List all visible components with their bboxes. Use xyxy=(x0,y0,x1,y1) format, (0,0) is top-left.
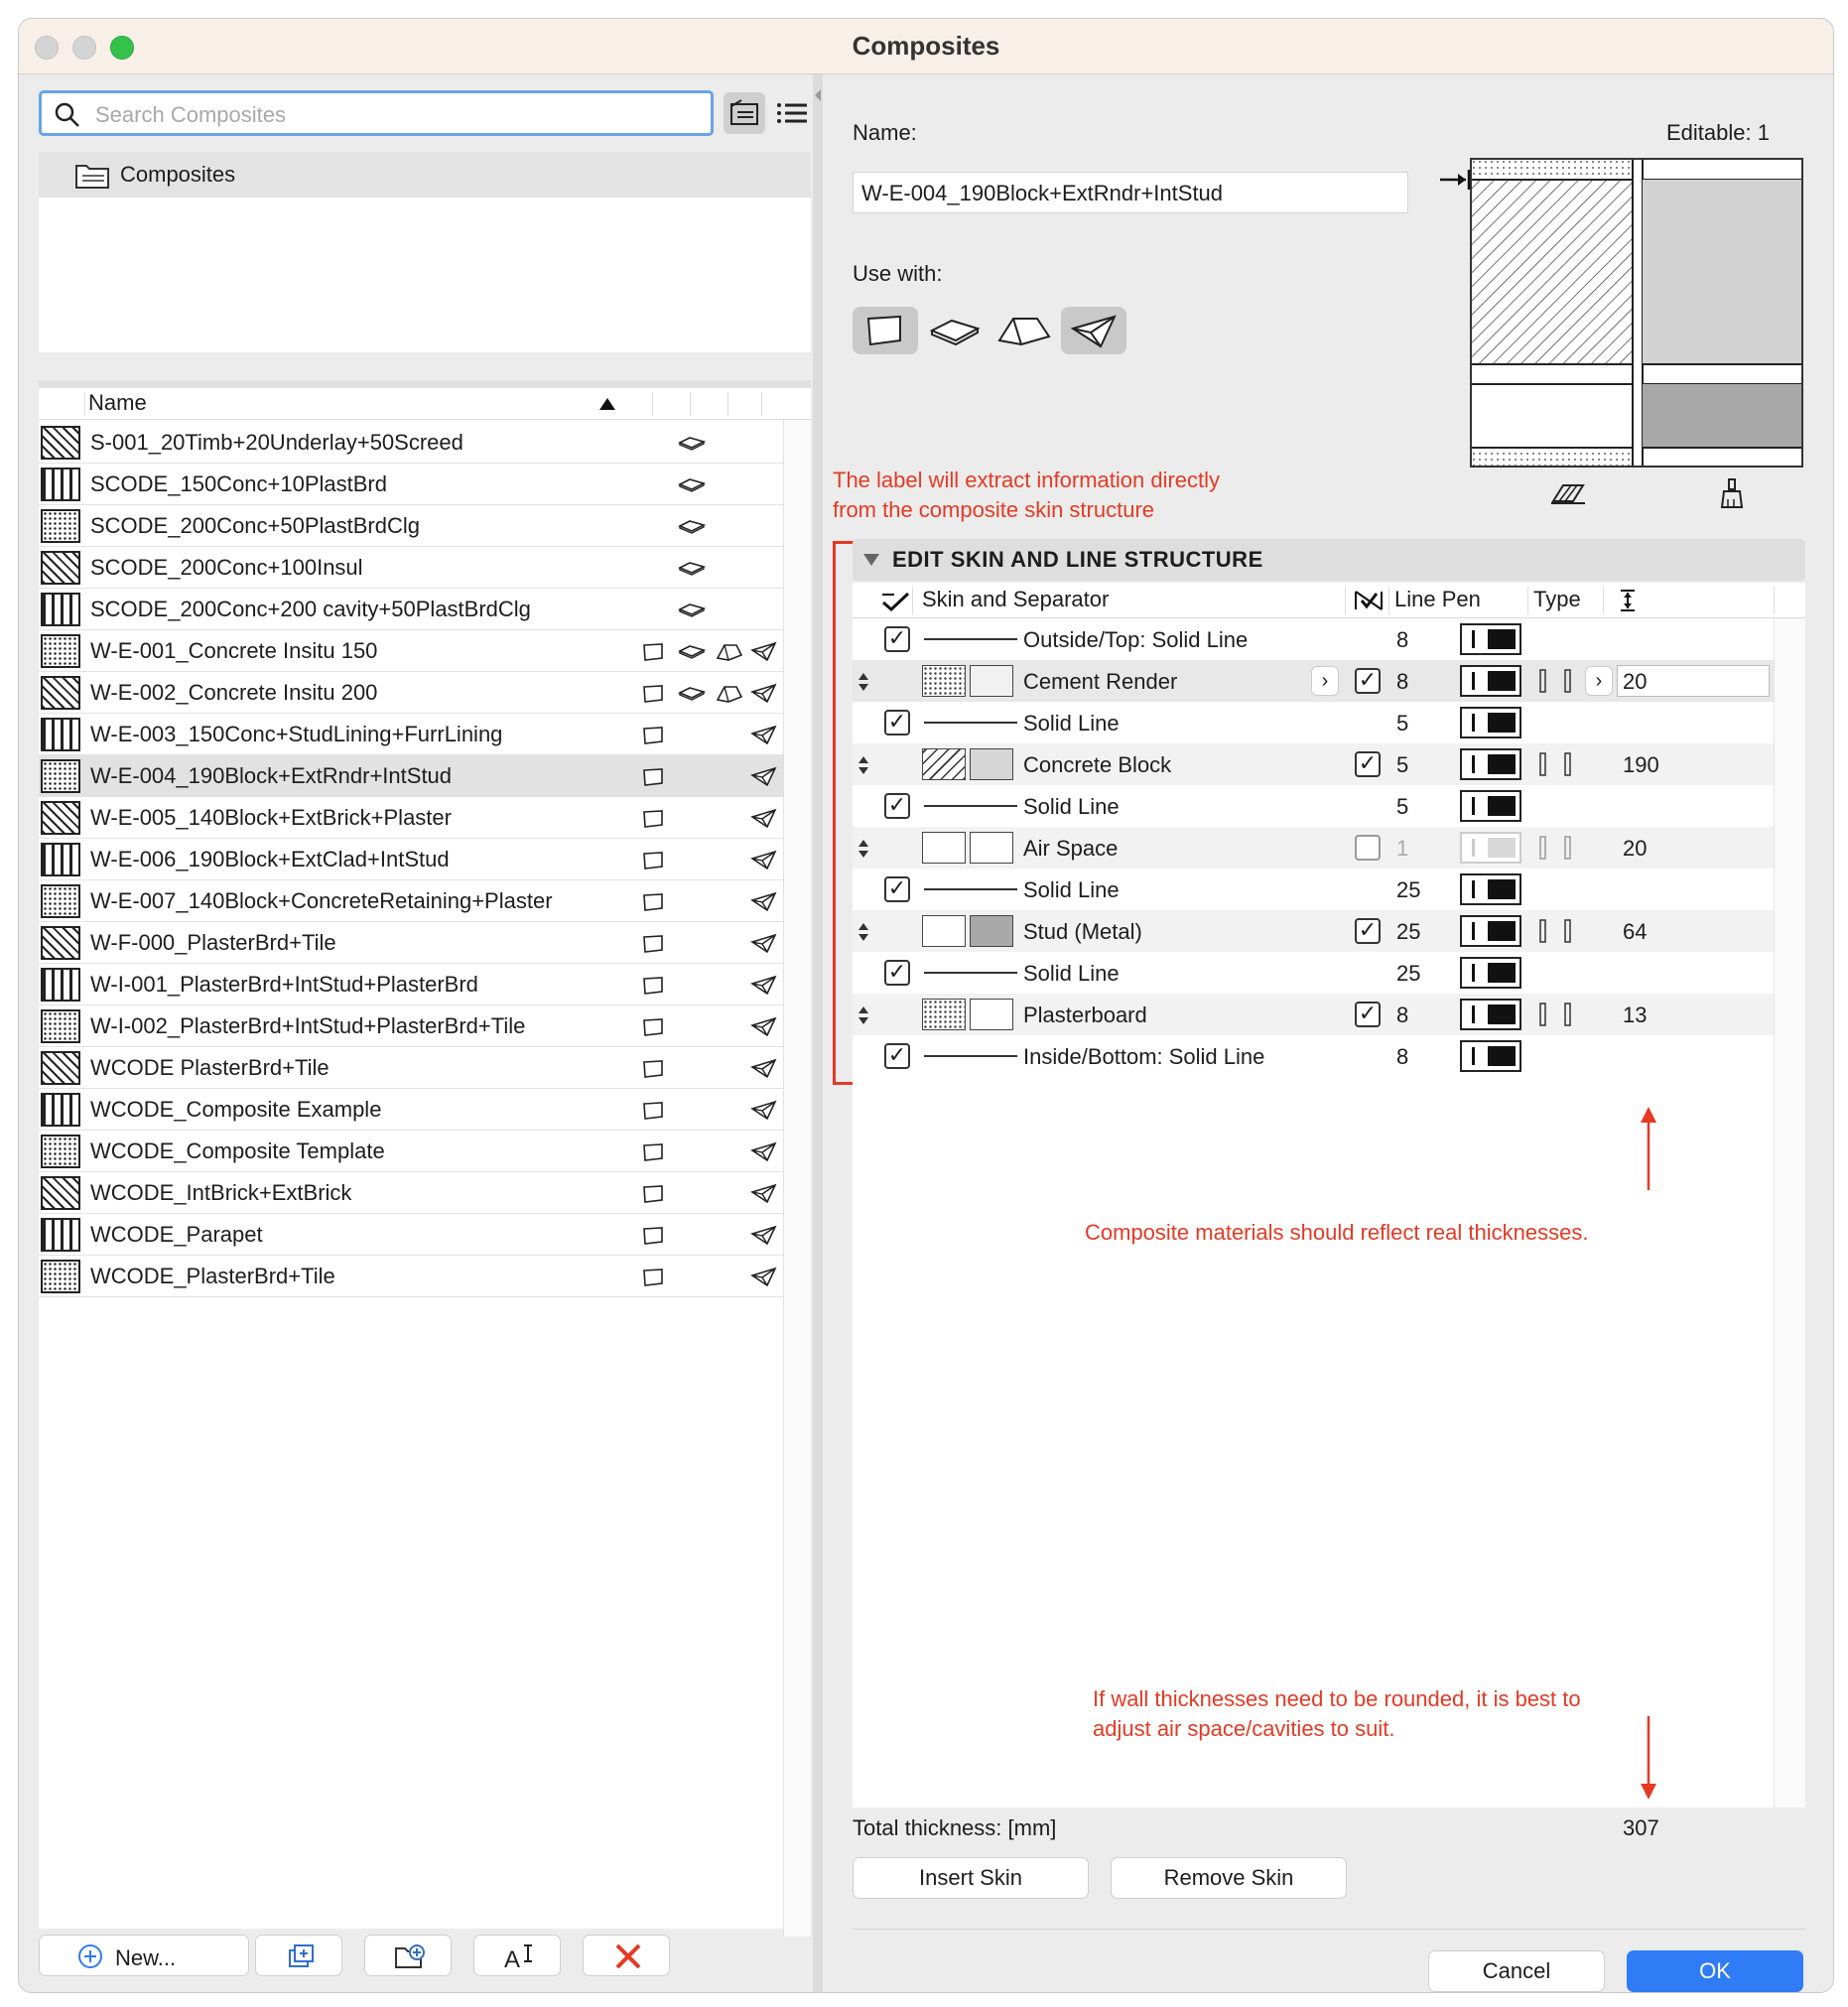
separator-row[interactable] xyxy=(853,618,1774,660)
line-pen-swatch[interactable] xyxy=(1460,1040,1521,1072)
fill-color-swatch[interactable] xyxy=(970,832,1013,864)
line-pen-swatch[interactable] xyxy=(1460,623,1521,655)
list-scrollbar[interactable] xyxy=(783,420,811,1937)
composite-row[interactable] xyxy=(39,547,783,589)
fill-pattern-swatch[interactable] xyxy=(922,748,966,780)
line-pen-header: Line Pen xyxy=(1394,587,1481,611)
new-composite-button[interactable] xyxy=(39,1935,249,1976)
use-with-label: Use with: xyxy=(853,261,943,286)
composite-thumbnail xyxy=(41,884,80,918)
shell-icon xyxy=(749,724,777,745)
line-visible-checkbox[interactable]: ✓ xyxy=(884,626,910,652)
composite-name: SCODE_200Conc+50PlastBrdClg xyxy=(90,513,421,538)
cancel-button[interactable]: Cancel xyxy=(1428,1950,1605,1992)
section-title: EDIT SKIN AND LINE STRUCTURE xyxy=(892,547,1263,572)
name-field-value: W-E-004_190Block+ExtRndr+IntStud xyxy=(861,181,1224,205)
wall-icon xyxy=(853,307,918,354)
composite-name: WCODE_IntBrick+ExtBrick xyxy=(90,1180,352,1205)
line-visible-checkbox[interactable]: ✓ xyxy=(884,710,910,736)
wall-icon xyxy=(640,974,668,996)
search-icon xyxy=(54,101,81,129)
wall-icon xyxy=(640,1099,668,1121)
slab-icon xyxy=(678,557,706,579)
composite-settings xyxy=(833,74,1825,1993)
shell-icon xyxy=(749,890,777,912)
skin-thickness[interactable]: 13 xyxy=(1623,1003,1648,1027)
skin-visible-checkbox[interactable]: ✓ xyxy=(1355,918,1381,944)
wall-icon xyxy=(640,807,668,829)
skin-visible-checkbox[interactable]: ✓ xyxy=(1355,751,1381,777)
separator-label: Solid Line xyxy=(1023,961,1120,986)
composite-name: W-E-006_190Block+ExtClad+IntStud xyxy=(90,847,450,871)
skin-thickness[interactable]: 20 xyxy=(1623,836,1648,861)
composite-name: WCODE_Parapet xyxy=(90,1222,263,1247)
composite-thumbnail xyxy=(41,551,80,585)
separator-row[interactable] xyxy=(853,1035,1774,1077)
ok-button[interactable]: OK xyxy=(1627,1950,1803,1992)
title-bar xyxy=(19,19,1833,74)
drag-handle-icon[interactable] xyxy=(857,922,870,942)
wall-icon xyxy=(640,1140,668,1162)
folder-tree xyxy=(39,152,811,352)
line-pen-value[interactable]: 5 xyxy=(1396,711,1409,736)
fill-pattern-swatch[interactable] xyxy=(922,915,966,947)
skin-type-icon[interactable] xyxy=(1537,835,1577,861)
composite-name: W-E-002_Concrete Insitu 200 xyxy=(90,680,378,705)
composite-row[interactable] xyxy=(39,505,783,547)
skin-structure-table xyxy=(853,583,1805,1807)
panel-splitter[interactable] xyxy=(813,74,823,1993)
annotation-mid: Composite materials should reflect real thicknesses. xyxy=(1085,1220,1589,1245)
shell-icon xyxy=(749,849,777,870)
paint-brush-icon[interactable] xyxy=(1720,477,1746,509)
annotation-bottom-line2: adjust air space/cavities to suit. xyxy=(1093,1716,1395,1741)
window-title: Composites xyxy=(852,31,1000,61)
composites-list xyxy=(39,380,811,1929)
composite-row[interactable] xyxy=(39,964,783,1005)
column-divider xyxy=(652,392,653,416)
composite-thumbnail xyxy=(41,1135,80,1168)
roof-icon xyxy=(716,682,743,704)
column-divider xyxy=(1774,587,1775,614)
line-pen-value[interactable]: 8 xyxy=(1396,669,1409,694)
slab-icon xyxy=(678,515,706,537)
skin-row[interactable] xyxy=(853,827,1774,869)
composite-name: W-E-005_140Block+ExtBrick+Plaster xyxy=(90,805,452,830)
skin-label: Air Space xyxy=(1023,836,1119,861)
skin-label: Stud (Metal) xyxy=(1023,919,1142,944)
separator-line-preview xyxy=(924,805,1017,807)
line-pen-swatch[interactable] xyxy=(1460,957,1521,989)
composite-name: S-001_20Timb+20Underlay+50Screed xyxy=(90,430,463,455)
shell-icon xyxy=(749,765,777,787)
line-pen-swatch[interactable] xyxy=(1460,790,1521,822)
skin-label: Concrete Block xyxy=(1023,752,1172,777)
shell-icon xyxy=(1061,307,1126,354)
separator-row[interactable] xyxy=(853,702,1774,743)
line-pen-value[interactable]: 8 xyxy=(1396,627,1409,652)
shell-icon xyxy=(749,932,777,954)
separator-row[interactable] xyxy=(853,952,1774,994)
fill-color-swatch[interactable] xyxy=(970,665,1013,697)
skin-type-icon[interactable] xyxy=(1537,1002,1577,1027)
skin-row[interactable] xyxy=(853,743,1774,785)
wall-icon xyxy=(640,640,668,662)
column-divider xyxy=(84,392,85,416)
composite-thumbnail xyxy=(41,593,80,626)
composite-row[interactable] xyxy=(39,1047,783,1089)
composite-row[interactable] xyxy=(39,672,783,714)
separator-row[interactable] xyxy=(853,785,1774,827)
composite-row[interactable] xyxy=(39,1256,783,1297)
footer-divider xyxy=(853,1929,1805,1930)
composite-thumbnail xyxy=(41,1093,80,1127)
shell-icon xyxy=(749,807,777,829)
type-header: Type xyxy=(1533,587,1581,611)
shell-icon xyxy=(749,1015,777,1037)
line-visible-checkbox[interactable]: ✓ xyxy=(884,960,910,986)
wall-icon xyxy=(640,724,668,745)
column-divider xyxy=(1603,587,1604,614)
line-pen-swatch[interactable] xyxy=(1460,832,1521,864)
wall-icon xyxy=(640,932,668,954)
annotation-top-line1: The label will extract information directly xyxy=(833,468,1221,492)
duplicate-icon xyxy=(286,1942,316,1970)
composite-name: WCODE_Composite Template xyxy=(90,1138,385,1163)
use-with-roof-toggle[interactable] xyxy=(991,307,1057,354)
line-pen-swatch[interactable] xyxy=(1460,748,1521,780)
slab-icon xyxy=(678,473,706,495)
folder-view-button[interactable] xyxy=(724,92,765,134)
skin-thickness[interactable]: 64 xyxy=(1623,919,1648,944)
composite-section-preview xyxy=(1472,160,1801,466)
line-pen-value[interactable]: 5 xyxy=(1396,794,1409,819)
drag-handle-icon[interactable] xyxy=(857,1005,870,1025)
composite-name: W-F-000_PlasterBrd+Tile xyxy=(90,930,336,955)
use-with-wall-toggle[interactable] xyxy=(853,307,918,354)
line-pen-value[interactable]: 8 xyxy=(1396,1044,1409,1069)
composite-name: SCODE_200Conc+200 cavity+50PlastBrdClg xyxy=(90,597,531,621)
composite-row[interactable] xyxy=(39,839,783,880)
composite-row[interactable] xyxy=(39,1089,783,1131)
column-divider xyxy=(761,392,762,416)
new-button-label: New... xyxy=(115,1945,177,1970)
skin-row[interactable] xyxy=(853,994,1774,1035)
down-arrow-annotation-icon xyxy=(1637,1716,1660,1800)
composite-row[interactable] xyxy=(39,880,783,922)
wall-icon xyxy=(640,1057,668,1079)
column-divider xyxy=(727,392,728,416)
visibility-header-icon xyxy=(1353,589,1385,612)
new-folder-button[interactable] xyxy=(364,1935,452,1976)
skin-visible-checkbox[interactable] xyxy=(1355,835,1381,861)
skin-type-icon[interactable] xyxy=(1537,751,1577,777)
wall-icon xyxy=(640,765,668,787)
line-pen-value[interactable]: 25 xyxy=(1396,919,1421,944)
composite-thumbnail xyxy=(41,426,80,460)
wall-icon xyxy=(640,1182,668,1204)
composite-row[interactable] xyxy=(39,797,783,839)
line-pen-value[interactable]: 5 xyxy=(1396,752,1409,777)
drag-handle-icon[interactable] xyxy=(857,755,870,775)
fill-pattern-swatch[interactable] xyxy=(922,999,966,1030)
search-placeholder: Search Composites xyxy=(95,102,286,127)
shell-icon xyxy=(749,1057,777,1079)
drag-handle-icon[interactable] xyxy=(857,672,870,692)
composite-thumbnail xyxy=(41,1176,80,1210)
roof-icon xyxy=(716,640,743,662)
composite-name: W-E-003_150Conc+StudLining+FurrLining xyxy=(90,722,503,746)
cut-fill-icon[interactable] xyxy=(1549,481,1587,507)
skin-thickness[interactable]: 20 xyxy=(1623,669,1648,694)
column-name-header[interactable]: Name xyxy=(88,390,147,415)
separator-line-preview xyxy=(924,888,1017,890)
composite-row[interactable] xyxy=(39,714,783,755)
fill-color-swatch[interactable] xyxy=(970,748,1013,780)
composite-row[interactable] xyxy=(39,1005,783,1047)
composite-thumbnail xyxy=(41,1051,80,1085)
composite-thumbnail xyxy=(41,1218,80,1252)
composite-name: W-E-001_Concrete Insitu 150 xyxy=(90,638,378,663)
delete-button[interactable] xyxy=(583,1935,670,1976)
checkmark-header-icon xyxy=(880,591,912,612)
edit-skin-section-header[interactable] xyxy=(853,539,1805,581)
shell-icon xyxy=(749,1140,777,1162)
table-scrollbar[interactable] xyxy=(1774,618,1805,1807)
skin-header: Skin and Separator xyxy=(922,587,1110,611)
tree-item-label: Composites xyxy=(120,162,236,187)
separator-line-preview xyxy=(924,972,1017,974)
separator-line-preview xyxy=(924,1055,1017,1057)
composite-thumbnail xyxy=(41,968,80,1002)
composite-row[interactable] xyxy=(39,464,783,505)
shell-icon xyxy=(749,1182,777,1204)
shell-icon xyxy=(749,1224,777,1246)
composite-name: W-I-001_PlasterBrd+IntStud+PlasterBrd xyxy=(90,972,478,997)
composite-name: SCODE_200Conc+100Insul xyxy=(90,555,363,580)
column-divider xyxy=(690,392,691,416)
composite-row[interactable] xyxy=(39,1214,783,1256)
separator-label: Solid Line xyxy=(1023,794,1120,819)
wall-icon xyxy=(640,682,668,704)
up-arrow-annotation-icon xyxy=(1637,1107,1660,1190)
shell-icon xyxy=(749,682,777,704)
collapse-arrow-icon xyxy=(813,88,823,102)
composite-row[interactable] xyxy=(39,1131,783,1172)
type-detail-button[interactable]: › xyxy=(1585,666,1613,696)
line-pen-swatch[interactable] xyxy=(1460,873,1521,905)
separator-label: Inside/Bottom: Solid Line xyxy=(1023,1044,1265,1069)
thickness-header-icon xyxy=(1619,589,1637,612)
svg-text:A: A xyxy=(504,1946,521,1971)
line-pen-swatch[interactable] xyxy=(1460,707,1521,738)
list-view-button[interactable] xyxy=(773,94,811,132)
total-thickness-label: Total thickness: [mm] xyxy=(853,1815,1057,1840)
line-pen-value[interactable]: 25 xyxy=(1396,961,1421,986)
slab-icon xyxy=(922,307,988,354)
list-header xyxy=(39,388,811,420)
fill-pattern-swatch[interactable] xyxy=(922,832,966,864)
composite-row[interactable] xyxy=(39,922,783,964)
composite-row[interactable] xyxy=(39,755,783,797)
folder-list-icon xyxy=(724,92,765,134)
line-visible-checkbox[interactable]: ✓ xyxy=(884,876,910,902)
skin-visible-checkbox[interactable]: ✓ xyxy=(1355,1002,1381,1027)
composite-thumbnail xyxy=(41,468,80,501)
skin-label: Plasterboard xyxy=(1023,1003,1147,1027)
annotation-bottom xyxy=(1093,1684,1581,1744)
use-with-slab-toggle[interactable] xyxy=(922,307,988,354)
slab-icon xyxy=(678,432,706,454)
shell-icon xyxy=(749,640,777,662)
slab-icon xyxy=(678,640,706,662)
fill-color-swatch[interactable] xyxy=(970,915,1013,947)
annotation-top xyxy=(833,466,1220,525)
composite-thumbnail xyxy=(41,926,80,960)
separator-label: Outside/Top: Solid Line xyxy=(1023,627,1249,652)
fill-color-swatch[interactable] xyxy=(970,999,1013,1030)
composites-browser xyxy=(39,90,811,1971)
duplicate-button[interactable] xyxy=(255,1935,342,1976)
skin-type-icon[interactable] xyxy=(1537,918,1577,944)
column-divider xyxy=(1345,587,1346,614)
line-pen-swatch[interactable] xyxy=(1460,665,1521,697)
line-visible-checkbox[interactable]: ✓ xyxy=(884,1043,910,1069)
list-icon xyxy=(773,94,811,132)
separator-line-preview xyxy=(924,638,1017,640)
shell-icon xyxy=(749,974,777,996)
composite-name: WCODE_Composite Example xyxy=(90,1097,382,1122)
composite-row[interactable] xyxy=(39,422,783,464)
delete-x-icon xyxy=(613,1941,643,1971)
skin-thickness[interactable]: 190 xyxy=(1623,752,1659,777)
skin-visible-checkbox[interactable]: ✓ xyxy=(1355,668,1381,694)
use-with-shell-toggle[interactable] xyxy=(1061,307,1126,354)
composite-name: W-E-007_140Block+ConcreteRetaining+Plaster xyxy=(90,888,553,913)
column-divider xyxy=(912,587,913,614)
drag-handle-icon[interactable] xyxy=(857,839,870,859)
composite-name: SCODE_150Conc+10PlastBrd xyxy=(90,471,387,496)
composite-name: W-E-004_190Block+ExtRndr+IntStud xyxy=(90,763,453,788)
add-circle-icon xyxy=(77,1943,103,1969)
composite-thumbnail xyxy=(41,1260,80,1293)
editable-count: Editable: 1 xyxy=(1666,120,1770,145)
composite-thumbnail xyxy=(41,509,80,543)
rename-button[interactable] xyxy=(473,1935,561,1976)
skin-label: Cement Render xyxy=(1023,669,1178,694)
shell-icon xyxy=(749,1266,777,1287)
wall-icon xyxy=(640,1015,668,1037)
line-pen-swatch[interactable] xyxy=(1460,915,1521,947)
annotation-top-line2: from the composite skin structure xyxy=(833,497,1155,522)
slab-icon xyxy=(678,599,706,620)
composite-thumbnail xyxy=(41,759,80,793)
composite-thumbnail xyxy=(41,676,80,710)
skin-table-header xyxy=(853,583,1805,618)
line-visible-checkbox[interactable]: ✓ xyxy=(884,793,910,819)
line-pen-value[interactable]: 8 xyxy=(1396,1003,1409,1027)
line-pen-value[interactable]: 25 xyxy=(1396,877,1421,902)
name-field[interactable] xyxy=(853,172,1408,213)
separator-label: Solid Line xyxy=(1023,711,1120,736)
wall-icon xyxy=(640,1224,668,1246)
rename-text-icon xyxy=(502,1941,536,1971)
wall-icon xyxy=(640,849,668,870)
column-divider xyxy=(1527,587,1528,614)
annotation-bottom-line1: If wall thicknesses need to be rounded, it is best to xyxy=(1093,1686,1581,1711)
composites-window xyxy=(18,18,1834,1993)
search-input[interactable] xyxy=(39,90,714,136)
composite-thumbnail xyxy=(41,634,80,668)
tree-item-composites[interactable] xyxy=(39,152,811,198)
insert-skin-button[interactable]: Insert Skin xyxy=(853,1857,1089,1899)
skin-type-icon[interactable] xyxy=(1537,668,1577,694)
composite-thumbnail xyxy=(41,1009,80,1043)
composite-thumbnail xyxy=(41,718,80,751)
slab-icon xyxy=(678,682,706,704)
shell-icon xyxy=(749,1099,777,1121)
disclosure-triangle-icon xyxy=(862,553,880,567)
composite-preview xyxy=(1470,158,1803,468)
wall-icon xyxy=(640,1266,668,1287)
composite-row[interactable] xyxy=(39,1172,783,1214)
roof-icon xyxy=(991,307,1057,354)
separator-row[interactable] xyxy=(853,869,1774,910)
fill-pattern-swatch[interactable] xyxy=(922,665,966,697)
composite-name: WCODE_PlasterBrd+Tile xyxy=(90,1264,335,1288)
line-pen-value[interactable]: 1 xyxy=(1396,836,1409,861)
composite-row[interactable] xyxy=(39,630,783,672)
wall-icon xyxy=(640,890,668,912)
add-folder-icon xyxy=(393,1942,427,1970)
separator-label: Solid Line xyxy=(1023,877,1120,902)
total-thickness-value: 307 xyxy=(1623,1815,1659,1840)
reference-line-arrow-icon xyxy=(1438,168,1472,192)
skin-detail-button[interactable]: › xyxy=(1311,666,1339,696)
remove-skin-button[interactable]: Remove Skin xyxy=(1111,1857,1347,1899)
folder-icon xyxy=(74,160,110,190)
composite-name: W-I-002_PlasterBrd+IntStud+PlasterBrd+Tile xyxy=(90,1013,526,1038)
line-pen-swatch[interactable] xyxy=(1460,999,1521,1030)
composite-row[interactable] xyxy=(39,589,783,630)
column-divider xyxy=(1388,587,1389,614)
composite-name: WCODE PlasterBrd+Tile xyxy=(90,1055,330,1080)
composite-thumbnail xyxy=(41,843,80,876)
name-label: Name: xyxy=(853,120,917,145)
skin-row[interactable] xyxy=(853,660,1774,702)
skin-row[interactable] xyxy=(853,910,1774,952)
separator-line-preview xyxy=(924,722,1017,724)
composite-thumbnail xyxy=(41,801,80,835)
sort-ascending-icon[interactable] xyxy=(598,396,616,412)
